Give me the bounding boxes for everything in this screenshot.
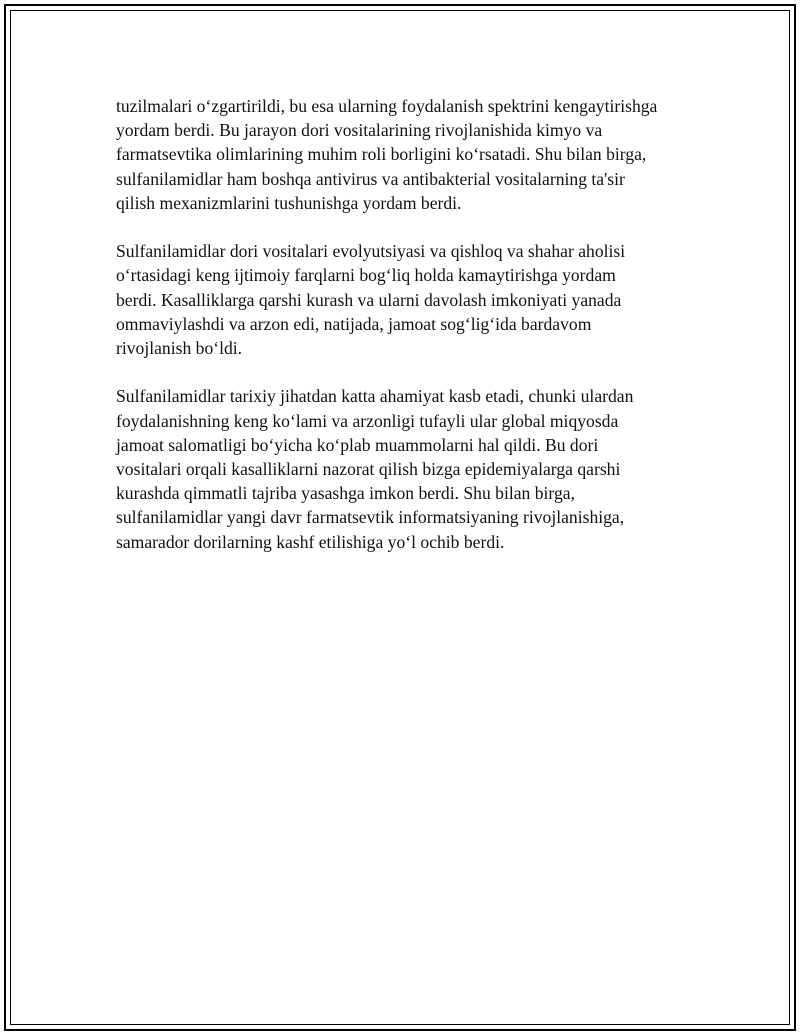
paragraph-1 [116,94,706,215]
text-line: qilish mexanizmlarini tushunishga yordam berdi. [116,192,462,213]
text-line: rivojlanish bo‘ldi. [116,338,243,359]
text-line: yordam berdi. Bu jarayon dori vositalarining rivojlanishida kimyo va [116,120,603,141]
text-line: o‘rtasidagi keng ijtimoiy farqlarni bog‘liq holda kamaytirishga yordam [116,265,616,286]
text-line: tuzilmalari o‘zgartirildi, bu esa ularning foydalanish spektrini kengaytirishga [116,96,658,116]
text-line: Sulfanilamidlar tarixiy jihatdan katta ahamiyat kasb etadi, chunki ulardan [116,386,634,407]
text-line: ommaviylashdi va arzon edi, natijada, jamoat sog‘lig‘ida bardavom [116,313,592,334]
document-page [4,4,796,1031]
text-line: jamoat salomatligi bo‘yicha ko‘plab muammolarni hal qildi. Bu dori [116,434,599,455]
text-line: sulfanilamidlar ham boshqa antivirus va antibakterial vositalarning ta'sir [116,168,625,189]
text-line: farmatsevtika olimlarining muhim roli borligini ko‘rsatadi. Shu bilan birga, [116,144,647,165]
paragraph-3 [116,384,706,553]
paragraph-2 [116,239,706,360]
text-line: kurashda qimmatli tajriba yasashga imkon berdi. Shu bilan birga, [116,483,575,504]
text-line: foydalanishning keng ko‘lami va arzonligi tufayli ular global miqyosda [116,410,619,431]
text-line: berdi. Kasalliklarga qarshi kurash va ularni davolash imkoniyati yanada [116,289,622,310]
document-body [116,94,706,578]
text-line: Sulfanilamidlar dori vositalari evolyutsiyasi va qishloq va shahar aholisi [116,241,626,262]
text-line: sulfanilamidlar yangi davr farmatsevtik informatsiyaning rivojlanishiga, [116,507,625,528]
text-line: vositalari orqali kasalliklarni nazorat qilish bizga epidemiyalarga qarshi [116,459,621,480]
text-line: samarador dorilarning kashf etilishiga yo‘l ochib berdi. [116,531,505,552]
